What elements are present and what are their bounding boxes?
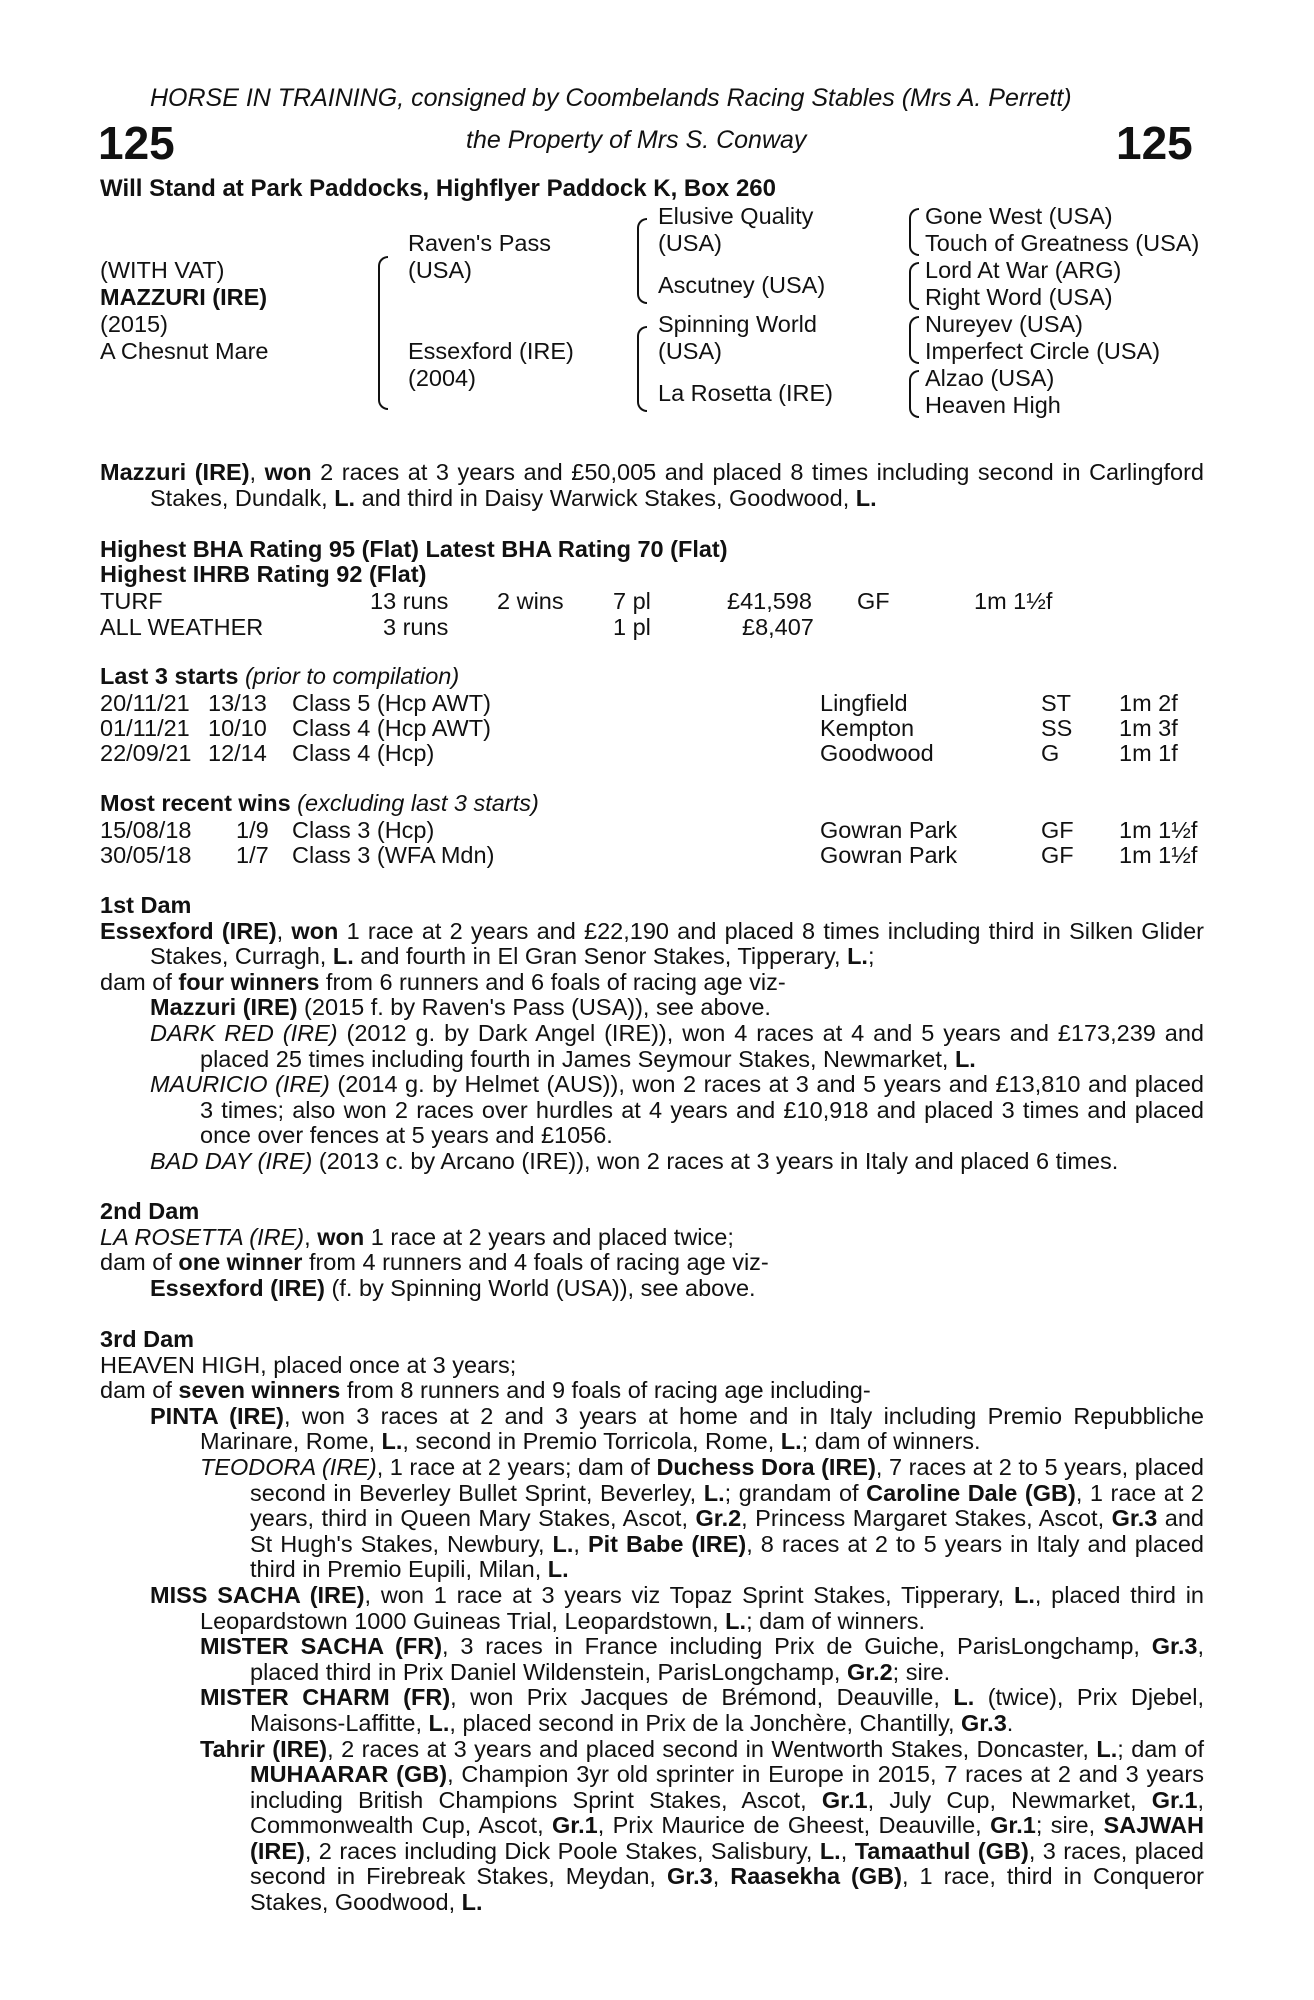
winners-count: seven winners	[178, 1377, 341, 1404]
text: .	[1006, 1709, 1014, 1736]
text: , second in Premio Torricola, Rome,	[402, 1428, 781, 1455]
summary-text: 2 races at 3 years and £50,005 and placed 8 times including second in Carlingford Stakes, Dundalk,	[150, 459, 1205, 511]
listed-marker: L.	[855, 484, 877, 511]
course: Gowran Park	[820, 842, 958, 868]
text: from 4 runners and 4 foals of racing age viz-	[302, 1249, 769, 1276]
third-dam-record: HEAVEN HIGH, placed once at 3 years;	[100, 1351, 517, 1378]
course: Goodwood	[820, 740, 934, 766]
listed-marker: L.	[703, 1479, 725, 1506]
pedigree-sire-dam: Ascutney (USA)	[658, 272, 826, 298]
text: , won 3 races at 2 and 3 years at home and in Italy including Premio Repubbliche Marinare, Rome,	[200, 1402, 1204, 1455]
text: from 8 runners and 9 foals of racing age including-	[340, 1377, 871, 1404]
text: 1 race at 2 years and £22,190 and placed 8 times including third in Silken Glider Stakes, Curragh,	[150, 917, 1204, 970]
dam-name: Essexford (IRE)	[100, 917, 277, 944]
pedigree-g7: Alzao (USA)	[925, 365, 1055, 391]
progeny-entry	[100, 1149, 1204, 1175]
listed-marker: L.	[847, 943, 868, 970]
progeny-text: (2014 g. by Helmet (AUS)), won 2 races at 3 and 5 years and £13,810 and placed 3 times; also won 2 races over hurdles at 4 years and £10,918 and placed 3 times and placed once over fences at 5 years and £1056.	[200, 1071, 1204, 1149]
listed-marker: L.	[954, 1045, 976, 1072]
text: and St Hugh's Stakes, Newbury,	[250, 1505, 1204, 1557]
text: 1 race at 2 years and placed twice;	[364, 1223, 734, 1250]
going: G	[1041, 740, 1060, 766]
progeny-entry-mister-sacha	[100, 1634, 1204, 1685]
progeny-name: MISS SACHA (IRE)	[150, 1581, 365, 1608]
progeny-name: BAD DAY (IRE)	[150, 1147, 313, 1174]
date: 01/11/21	[100, 715, 190, 741]
course: Lingfield	[820, 690, 908, 716]
course: Gowran Park	[820, 817, 958, 843]
race-class: Class 5 (Hcp AWT)	[292, 690, 491, 716]
pedigree-g6: Imperfect Circle (USA)	[925, 338, 1161, 364]
text: ,	[304, 1223, 318, 1250]
wins: 2 wins	[497, 588, 564, 614]
text: , Commonwealth Cup, Ascot,	[250, 1786, 1205, 1839]
listed-marker: L.	[461, 1889, 483, 1916]
going: SS	[1041, 715, 1073, 741]
group-marker: Gr.3	[1111, 1505, 1158, 1532]
winners-count: four winners	[178, 968, 320, 995]
earnings: £8,407	[742, 614, 814, 640]
text: , Prix Maurice de Gheest, Deauville,	[597, 1812, 991, 1839]
pedigree-dam-sire-name: Spinning World	[658, 311, 817, 337]
distance: 1m 2f	[1119, 690, 1178, 716]
progeny-name: Tamaathul (GB)	[854, 1837, 1029, 1864]
pedigree-g4: Right Word (USA)	[925, 284, 1113, 310]
runs: 3 runs	[383, 614, 449, 640]
pedigree-sire-country: (USA)	[408, 257, 472, 283]
pedigree-brace-main	[378, 256, 388, 410]
position: 13/13	[208, 690, 267, 716]
pedigree-dam-name: Essexford (IRE)	[408, 338, 574, 364]
wins-title: Most recent wins	[100, 790, 291, 816]
second-dam-record	[100, 1225, 1204, 1251]
surface: ALL WEATHER	[100, 614, 264, 640]
group-marker: Gr.3	[961, 1709, 1007, 1736]
group-marker: Gr.3	[666, 1863, 713, 1890]
lot-number-right: 125	[1116, 117, 1193, 169]
text: , Champion 3yr old sprinter in Europe in 2015, 7 races at 2 and 3 years including British Champions Sprint Stakes, Ascot,	[250, 1761, 1204, 1813]
going: GF	[1041, 842, 1074, 868]
progeny-name: Pit Babe (IRE)	[587, 1530, 747, 1557]
progeny-entry-teodora	[100, 1455, 1204, 1583]
pedigree-brace-g2	[909, 262, 919, 310]
pedigree-g8: Heaven High	[925, 392, 1061, 418]
summary-won: won	[264, 459, 312, 485]
text: ; dam of	[1117, 1735, 1204, 1762]
last3-row	[100, 740, 1220, 766]
third-dam-produce	[100, 1378, 1204, 1404]
text: dam of	[100, 968, 179, 995]
course: Kempton	[820, 715, 915, 741]
text: , 1 race at 2 years, third in Queen Mary Stakes, Ascot,	[250, 1479, 1204, 1532]
progeny-name: SAJWAH (IRE)	[250, 1812, 1204, 1864]
progeny-entry	[100, 1072, 1204, 1149]
progeny-name: MAURICIO (IRE)	[150, 1071, 330, 1098]
winners-count: one winner	[178, 1249, 303, 1276]
group-marker: Gr.1	[990, 1812, 1036, 1839]
second-dam-produce	[100, 1250, 1204, 1276]
text: , July Cup, Newmarket,	[867, 1786, 1152, 1813]
places: 1 pl	[613, 614, 651, 640]
text: , placed third in Prix Daniel Wildenstein, ParisLongchamp,	[250, 1633, 1204, 1685]
listed-marker: L.	[953, 1684, 975, 1711]
text: from 6 runners and 6 foals of racing age viz-	[319, 968, 786, 995]
ratings-row-aw	[100, 614, 1220, 640]
text: dam of	[100, 1249, 179, 1276]
progeny-name: Tahrir (IRE)	[200, 1735, 328, 1762]
date: 20/11/21	[100, 690, 190, 716]
consignor-line: HORSE IN TRAINING, consigned by Coombelands Racing Stables (Mrs A. Perrett)	[150, 84, 1072, 112]
group-marker: Gr.1	[821, 1786, 868, 1813]
pedigree-dam-year: (2004)	[408, 365, 476, 391]
pedigree-brace-g1	[909, 208, 919, 256]
pedigree-brace-dam	[637, 326, 647, 412]
first-dam-section	[100, 893, 1204, 1175]
text: , 1 race at 2 years; dam of	[376, 1453, 657, 1480]
second-dam-section	[100, 1199, 1204, 1301]
horse-vat: (WITH VAT)	[100, 257, 225, 283]
text: ;	[867, 943, 875, 970]
progeny-entry-pinta	[100, 1404, 1204, 1455]
group-marker: Gr.1	[1151, 1786, 1198, 1813]
ratings-bha: Highest BHA Rating 95 (Flat) Latest BHA Rating 70 (Flat)	[100, 536, 728, 562]
text: , 8 races at 2 to 5 years in Italy and placed third in Premio Eupili, Milan,	[250, 1530, 1204, 1583]
summary-horse-name: Mazzuri (IRE)	[100, 459, 250, 485]
text: ; dam of winners.	[746, 1607, 925, 1634]
lot-number-left: 125	[98, 117, 175, 169]
text: dam of	[100, 1377, 179, 1404]
progeny-text: (2015 f. by Raven's Pass (USA)), see above.	[297, 994, 771, 1021]
owner-line: the Property of Mrs S. Conway	[466, 126, 807, 154]
last3-row	[100, 690, 1220, 716]
ratings-row-turf	[100, 588, 1220, 614]
group-marker: Gr.3	[1151, 1633, 1198, 1660]
stand-location: Will Stand at Park Paddocks, Highflyer Paddock K, Box 260	[100, 175, 776, 202]
position: 1/9	[236, 817, 269, 843]
text: , 3 races, placed second in Firebreak Stakes, Meydan,	[250, 1837, 1204, 1890]
race-summary: Mazzuri (IRE), won 2 races at 3 years and £50,005 and placed 8 times including second in Carlingford Stakes, Dundalk, L. and third in Daisy Warwick Stakes, Goodwood, L.	[100, 459, 1205, 511]
second-dam-heading: 2nd Dam	[100, 1198, 200, 1224]
position: 10/10	[208, 715, 267, 741]
pedigree-dam-dam: La Rosetta (IRE)	[658, 380, 834, 406]
progeny-text: (f. by Spinning World (USA)), see above.	[325, 1274, 756, 1301]
distance: 1m 1½f	[1119, 842, 1198, 868]
progeny-entry	[100, 1021, 1204, 1072]
pedigree-sire-sire-name: Elusive Quality	[658, 203, 814, 229]
date: 30/05/18	[100, 842, 192, 868]
progeny-text: (2013 c. by Arcano (IRE)), won 2 races at 3 years in Italy and placed 6 times.	[312, 1147, 1119, 1174]
pedigree-g1: Gone West (USA)	[925, 203, 1113, 229]
wins-row	[100, 842, 1220, 868]
distance: 1m 1½f	[974, 588, 1053, 614]
text: , placed third in Leopardstown 1000 Guineas Trial, Leopardstown,	[200, 1581, 1204, 1634]
last3-title: Last 3 starts	[100, 663, 239, 689]
text: ; sire,	[1035, 1812, 1104, 1839]
text: (twice), Prix Djebel, Maisons-Laffitte,	[250, 1684, 1204, 1736]
pedigree-sire-name: Raven's Pass	[408, 230, 551, 256]
progeny-name: MUHAARAR (GB)	[250, 1761, 448, 1788]
first-dam-produce	[100, 970, 1204, 996]
listed-marker: L.	[552, 1530, 574, 1557]
pedigree-g2: Touch of Greatness (USA)	[925, 230, 1200, 256]
progeny-name: Essexford (IRE)	[150, 1274, 325, 1301]
going: GF	[1041, 817, 1074, 843]
position: 12/14	[208, 740, 267, 766]
text: , 7 races at 2 to 5 years, placed second in Beverley Bullet Sprint, Beverley,	[250, 1453, 1204, 1506]
race-class: Class 3 (WFA Mdn)	[292, 842, 495, 868]
won: won	[317, 1223, 365, 1250]
wins-heading	[100, 791, 539, 817]
places: 7 pl	[613, 588, 651, 614]
group-marker: Gr.1	[551, 1812, 598, 1839]
date: 22/09/21	[100, 740, 192, 766]
text: ; sire.	[892, 1658, 951, 1685]
date: 15/08/18	[100, 817, 192, 843]
going: ST	[1041, 690, 1072, 716]
progeny-text: (2012 g. by Dark Angel (IRE)), won 4 races at 4 and 5 years and £173,239 and placed 25 times including fourth in James Seymour Stakes, Newmarket,	[200, 1019, 1204, 1072]
pedigree-brace-g4	[909, 370, 919, 418]
race-class: Class 3 (Hcp)	[292, 817, 435, 843]
text: , won Prix Jacques de Brémond, Deauville,	[450, 1684, 954, 1711]
text: , placed second in Prix de la Jonchère, Chantilly,	[449, 1709, 962, 1736]
progeny-name: Caroline Dale (GB)	[866, 1479, 1076, 1506]
earnings: £41,598	[727, 588, 812, 614]
wins-row	[100, 817, 1220, 843]
third-dam-heading: 3rd Dam	[100, 1326, 195, 1352]
distance: 1m 1½f	[1119, 817, 1198, 843]
pedigree-g3: Lord At War (ARG)	[925, 257, 1122, 283]
horse-description: A Chesnut Mare	[100, 338, 269, 364]
last3-row	[100, 715, 1220, 741]
progeny-name: Duchess Dora (IRE)	[656, 1453, 876, 1480]
text: , 2 races including Dick Poole Stakes, Salisbury,	[304, 1837, 820, 1864]
going: GF	[857, 588, 890, 614]
progeny-entry	[100, 1276, 1204, 1302]
position: 1/7	[236, 842, 269, 868]
ratings-ihrb: Highest IHRB Rating 92 (Flat)	[100, 561, 427, 587]
listed-marker: L.	[428, 1709, 450, 1736]
race-class: Class 4 (Hcp)	[292, 740, 435, 766]
listed-marker: L.	[819, 1837, 841, 1864]
text: ,	[840, 1837, 855, 1864]
runs: 13 runs	[370, 588, 449, 614]
progeny-name: PINTA (IRE)	[150, 1402, 284, 1429]
progeny-entry-mister-charm	[100, 1685, 1204, 1736]
group-marker: Gr.2	[846, 1658, 893, 1685]
progeny-name: MISTER CHARM (FR)	[200, 1684, 451, 1711]
first-dam-record: Essexford (IRE), won 1 race at 2 years and £22,190 and placed 8 times including third in Silken Glider Stakes, Curragh, L. and fourth in El Gran Senor Stakes, Tipperary, L.;	[100, 917, 1204, 970]
distance: 1m 1f	[1119, 740, 1178, 766]
progeny-name: Mazzuri (IRE)	[150, 994, 298, 1021]
horse-year: (2015)	[100, 311, 168, 337]
wins-note: (excluding last 3 starts)	[290, 790, 539, 816]
distance: 1m 3f	[1119, 715, 1178, 741]
listed-marker: L.	[332, 943, 354, 970]
progeny-name: TEODORA (IRE)	[200, 1453, 377, 1480]
listed-marker: L.	[547, 1556, 569, 1583]
pedigree-dam-sire-country: (USA)	[658, 338, 722, 364]
progeny-entry-miss-sacha	[100, 1583, 1204, 1634]
progeny-name: DARK RED (IRE)	[150, 1019, 338, 1046]
text: , Princess Margaret Stakes, Ascot,	[741, 1505, 1112, 1532]
pedigree-sire-sire-country: (USA)	[658, 230, 722, 256]
listed-marker: L.	[780, 1428, 802, 1455]
text: , 3 races in France including Prix de Guiche, ParisLongchamp,	[442, 1633, 1152, 1660]
horse-name: MAZZURI (IRE)	[100, 284, 268, 310]
dam-name: LA ROSETTA (IRE)	[100, 1223, 305, 1250]
progeny-entry-tahrir	[100, 1737, 1204, 1916]
pedigree-g5: Nureyev (USA)	[925, 311, 1084, 337]
listed-marker: L.	[1013, 1581, 1035, 1608]
last3-heading	[100, 664, 459, 690]
text: ,	[573, 1530, 588, 1557]
listed-marker: L.	[1096, 1735, 1118, 1762]
text: , 2 races at 3 years and placed second in Wentworth Stakes, Doncaster,	[327, 1735, 1097, 1762]
progeny-entry	[100, 995, 1204, 1021]
surface: TURF	[100, 588, 163, 614]
text: ; dam of winners.	[801, 1428, 981, 1455]
won: won	[291, 917, 339, 944]
text: , 1 race, third in Conqueror Stakes, Goodwood,	[250, 1863, 1204, 1916]
summary-text-2: and third in Daisy Warwick Stakes, Goodwood,	[355, 484, 856, 511]
text: ; grandam of	[724, 1479, 867, 1506]
text: ,	[712, 1863, 731, 1890]
first-dam-heading: 1st Dam	[100, 892, 192, 918]
progeny-name: MISTER SACHA (FR)	[200, 1633, 443, 1660]
pedigree-brace-sire	[637, 218, 647, 304]
text: and fourth in El Gran Senor Stakes, Tipperary,	[353, 943, 848, 970]
listed-marker: L.	[334, 484, 356, 511]
race-class: Class 4 (Hcp AWT)	[292, 715, 491, 741]
pedigree-brace-g3	[909, 316, 919, 364]
listed-marker: L.	[381, 1428, 403, 1455]
listed-marker: L.	[725, 1607, 747, 1634]
last3-note: (prior to compilation)	[238, 663, 460, 689]
progeny-name: Raasekha (GB)	[730, 1863, 902, 1890]
group-marker: Gr.2	[695, 1505, 742, 1532]
text: , won 1 race at 3 years viz Topaz Sprint Stakes, Tipperary,	[364, 1581, 1014, 1608]
third-dam-section	[100, 1327, 1204, 1916]
